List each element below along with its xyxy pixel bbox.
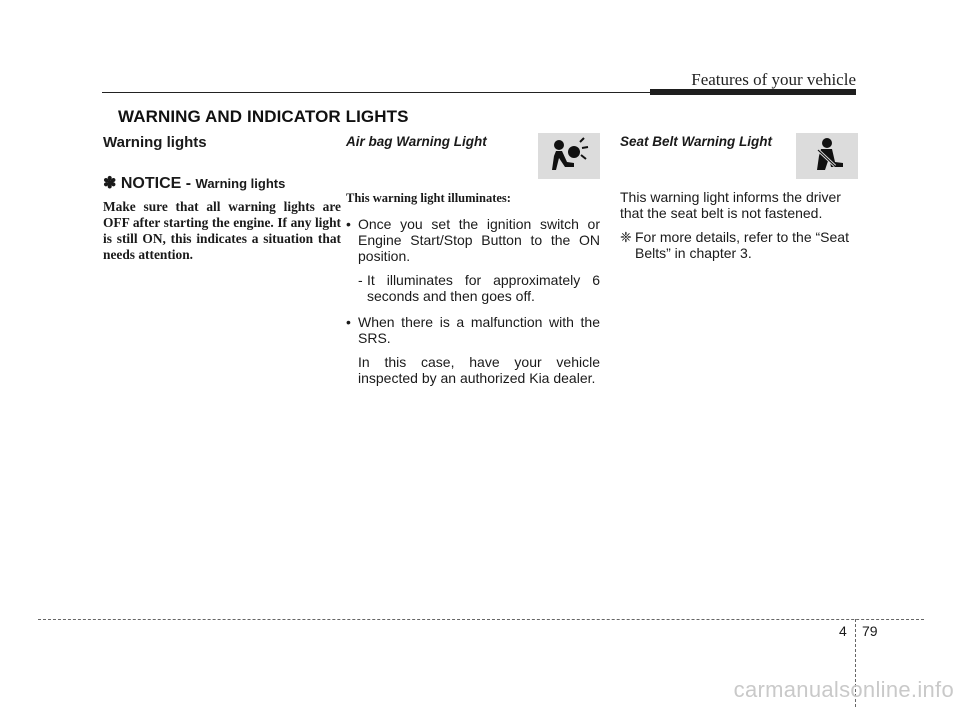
seatbelt-header <box>620 131 858 181</box>
airbag-title: Air bag Warning Light <box>346 134 487 149</box>
warning-lights-heading: Warning lights <box>103 134 207 151</box>
notice-subtitle: Warning lights <box>195 176 286 191</box>
header-rule-bar <box>650 89 856 95</box>
column-warning-lights <box>103 131 341 263</box>
footer-rule <box>38 619 924 620</box>
chapter-number: 4 <box>839 623 847 639</box>
notice-icon: ✽ <box>103 175 117 192</box>
watermark: carmanualsonline.info <box>733 677 954 702</box>
page-heading: WARNING AND INDICATOR LIGHTS <box>118 107 409 126</box>
bullet-icon: • <box>346 216 351 232</box>
seat-belt-warning-icon <box>796 133 858 179</box>
list-subitem: - It illuminates for approximately 6 seconds and then goes off. <box>358 272 600 304</box>
seatbelt-title: Seat Belt Warning Light <box>620 134 773 149</box>
header-rule <box>102 92 650 93</box>
notice-heading <box>103 173 341 193</box>
dash-icon: - <box>358 272 363 288</box>
reference-icon: ❈ <box>620 229 632 245</box>
seatbelt-text: This warning light informs the driver that the seat belt is not fastened. <box>620 189 841 221</box>
list-item: • Once you set the ignition switch or Engine Start/Stop Button to the ON position. <box>346 216 600 264</box>
page-number: 79 <box>862 623 878 639</box>
column-seatbelt-light <box>620 131 858 261</box>
list-item: • When there is a malfunction with the SRS. <box>346 314 600 346</box>
notice-label: NOTICE - <box>120 175 192 192</box>
bullet-icon: • <box>346 314 351 330</box>
notice-text: Make sure that all warning lights are OFF after starting the engine. If any light is still ON, this indicates a situation that needs attention. <box>103 199 341 262</box>
airbag-paragraph: In this case, have your vehicle inspected by an authorized Kia dealer. <box>358 354 600 386</box>
column-airbag-light <box>346 131 600 386</box>
reference-note: ❈ For more details, refer to the “Seat Belts” in chapter 3. <box>620 229 849 261</box>
airbag-lead: This warning light illuminates: <box>346 191 511 205</box>
airbag-header <box>346 131 600 181</box>
airbag-warning-icon <box>538 133 600 179</box>
header-section-title: Features of your vehicle <box>691 70 856 89</box>
